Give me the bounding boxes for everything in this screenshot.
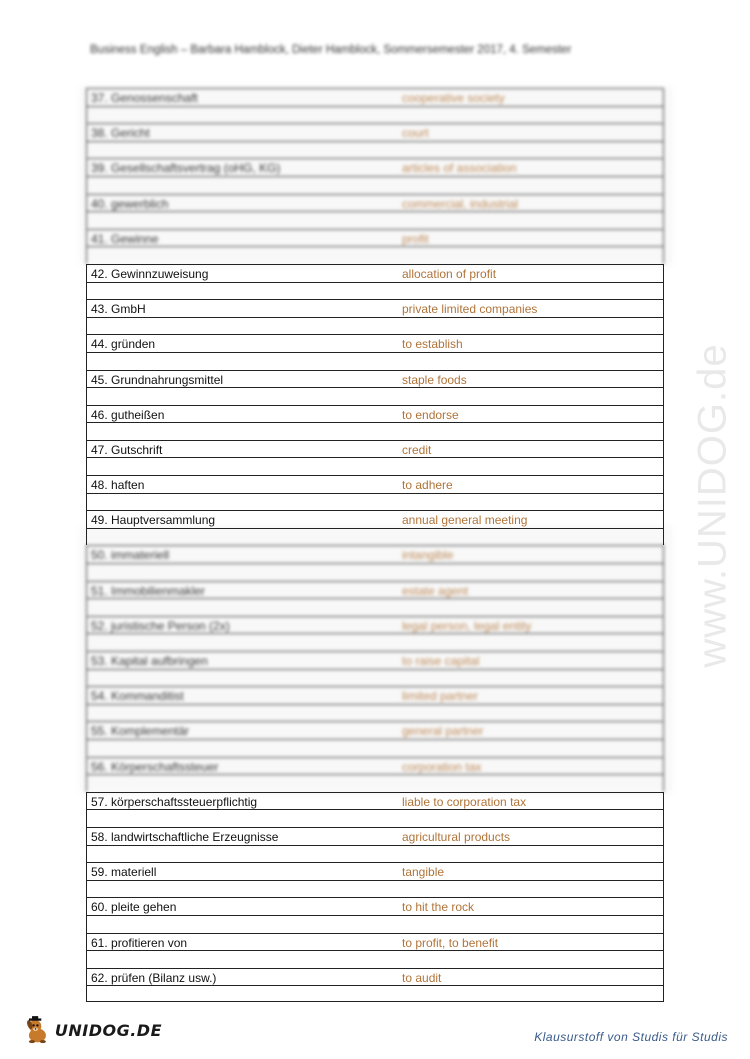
- term-line: [86, 299, 664, 317]
- unidog-logo: [22, 1012, 162, 1048]
- german-term: 47. Gutschrift: [91, 442, 163, 457]
- table-row: [86, 334, 664, 369]
- german-term: 48. haften: [91, 478, 145, 493]
- english-term: to establish: [402, 337, 463, 352]
- spacer-line: [86, 845, 664, 863]
- table-row: [86, 792, 664, 827]
- english-term: to profit, to benefit: [402, 935, 499, 950]
- table-row: [86, 510, 664, 545]
- spacer-line: [86, 387, 664, 405]
- term-line: [86, 264, 664, 282]
- term-line: [86, 475, 664, 493]
- term-line: [86, 757, 664, 775]
- table-row: [86, 651, 664, 686]
- table-row: [86, 405, 664, 440]
- spacer-line: [86, 809, 664, 827]
- spacer-line: [86, 352, 664, 370]
- spacer-line: [86, 633, 664, 651]
- german-term: 40. gewerblich: [91, 196, 169, 211]
- spacer-line: [86, 141, 664, 159]
- spacer-line: [86, 563, 664, 581]
- term-line: [86, 933, 664, 951]
- english-term: commercial, industrial: [402, 196, 519, 211]
- logo-text: UNIDOG.DE: [54, 1020, 162, 1040]
- table-row: [86, 827, 664, 862]
- spacer-line: [86, 739, 664, 757]
- vocabulary-table: [86, 88, 664, 1003]
- english-term: to adhere: [402, 478, 453, 493]
- english-term: private limited companies: [402, 302, 538, 317]
- term-line: [86, 229, 664, 247]
- english-term: estate agent: [402, 583, 469, 598]
- table-row: [86, 475, 664, 510]
- term-line: [86, 510, 664, 528]
- english-term: court: [402, 126, 429, 141]
- german-term: 45. Grundnahrungsmittel: [91, 372, 224, 387]
- spacer-line: [86, 176, 664, 194]
- german-term: 39. Gesellschaftsvertrag (oHG, KG): [91, 161, 281, 176]
- english-term: tangible: [402, 865, 445, 880]
- german-term: 44. gründen: [91, 337, 156, 352]
- spacer-line: [86, 950, 664, 968]
- spacer-line: [86, 598, 664, 616]
- table-row: [86, 158, 664, 193]
- english-term: annual general meeting: [402, 513, 528, 528]
- german-term: 61. profitieren von: [91, 935, 188, 950]
- table-row: [86, 264, 664, 299]
- german-term: 49. Hauptversammlung: [91, 513, 216, 528]
- english-term: articles of association: [402, 161, 517, 176]
- english-term: allocation of profit: [402, 266, 497, 281]
- spacer-line: [86, 915, 664, 933]
- term-line: [86, 581, 664, 599]
- german-term: 54. Kommanditist: [91, 689, 184, 704]
- term-line: [86, 827, 664, 845]
- english-term: to hit the rock: [402, 900, 475, 915]
- german-term: 55. Komplementär: [91, 724, 190, 739]
- german-term: 46. gutheißen: [91, 407, 165, 422]
- german-term: 43. GmbH: [91, 302, 146, 317]
- spacer-line: [86, 528, 664, 546]
- term-line: [86, 334, 664, 352]
- term-line: [86, 440, 664, 458]
- english-term: agricultural products: [402, 829, 511, 844]
- spacer-line: [86, 457, 664, 475]
- term-line: [86, 721, 664, 739]
- term-line: [86, 897, 664, 915]
- spacer-line: [86, 211, 664, 229]
- spacer-line: [86, 880, 664, 898]
- table-row: [86, 545, 664, 580]
- german-term: 62. prüfen (Bilanz usw.): [91, 970, 217, 985]
- term-line: [86, 88, 664, 106]
- german-term: 52. juristische Person (2x): [91, 618, 230, 633]
- table-row: [86, 862, 664, 897]
- table-row: [86, 721, 664, 756]
- term-line: [86, 792, 664, 810]
- german-term: 51. Immobilienmakler: [91, 583, 206, 598]
- german-term: 53. Kapital aufbringen: [91, 654, 208, 668]
- german-term: 60. pleite gehen: [91, 900, 177, 915]
- term-line: [86, 370, 664, 388]
- page-header: Business English – Barbara Hamblock, Dieter Hamblock, Sommersemester 2017, 4. Semester: [90, 44, 572, 56]
- english-term: intangible: [402, 548, 454, 563]
- english-term: to audit: [402, 970, 442, 985]
- spacer-line: [86, 774, 664, 792]
- english-term: corporation tax: [402, 759, 482, 774]
- english-term: legal person, legal entity: [402, 618, 532, 633]
- table-row: [86, 897, 664, 932]
- watermark-text: www.UNIDOG.de: [690, 342, 735, 668]
- german-term: 56. Körperschaftssteuer: [91, 759, 219, 774]
- term-line: [86, 968, 664, 986]
- table-row: [86, 229, 664, 264]
- table-row: [86, 88, 664, 123]
- term-line: [86, 194, 664, 212]
- spacer-line: [86, 422, 664, 440]
- german-term: 57. körperschaftssteuerpflichtig: [91, 794, 258, 809]
- english-term: staple foods: [402, 372, 467, 387]
- table-row: [86, 968, 664, 1003]
- table-row: [86, 440, 664, 475]
- spacer-line: [86, 669, 664, 687]
- table-row: [86, 123, 664, 158]
- english-term: credit: [402, 442, 432, 457]
- german-term: 38. Gericht: [91, 126, 150, 141]
- watermark: [688, 280, 738, 730]
- english-term: general partner: [402, 724, 484, 739]
- spacer-line: [86, 106, 664, 124]
- german-term: 42. Gewinnzuweisung: [91, 266, 209, 281]
- spacer-line: [86, 317, 664, 335]
- spacer-line: [86, 704, 664, 722]
- table-row: [86, 686, 664, 721]
- spacer-line: [86, 246, 664, 264]
- german-term: 37. Genossenschaft: [91, 91, 198, 105]
- english-term: liable to corporation tax: [402, 794, 527, 809]
- term-line: [86, 545, 664, 563]
- german-term: 58. landwirtschaftliche Erzeugnisse: [91, 829, 279, 844]
- term-line: [86, 616, 664, 634]
- english-term: to endorse: [402, 407, 459, 422]
- english-term: profit: [402, 231, 429, 246]
- term-line: [86, 862, 664, 880]
- english-term: to raise capital: [402, 654, 480, 668]
- table-row: [86, 933, 664, 968]
- german-term: 41. Gewinne: [91, 231, 159, 246]
- table-row: [86, 757, 664, 792]
- german-term: 59. materiell: [91, 865, 157, 880]
- spacer-line: [86, 493, 664, 511]
- spacer-line: [86, 282, 664, 300]
- english-term: limited partner: [402, 689, 479, 704]
- term-line: [86, 405, 664, 423]
- term-line: [86, 123, 664, 141]
- table-row: [86, 299, 664, 334]
- table-row: [86, 581, 664, 616]
- dog-mascot-icon: [22, 1013, 53, 1047]
- footer-slogan: Klausurstoff von Studis für Studis: [534, 1030, 728, 1044]
- term-line: [86, 686, 664, 704]
- table-row: [86, 370, 664, 405]
- german-term: 50. immateriell: [91, 548, 170, 563]
- spacer-line: [86, 985, 664, 1002]
- term-line: [86, 158, 664, 176]
- table-row: [86, 194, 664, 229]
- term-line: [86, 651, 664, 669]
- english-term: cooperative society: [402, 91, 505, 105]
- table-row: [86, 616, 664, 651]
